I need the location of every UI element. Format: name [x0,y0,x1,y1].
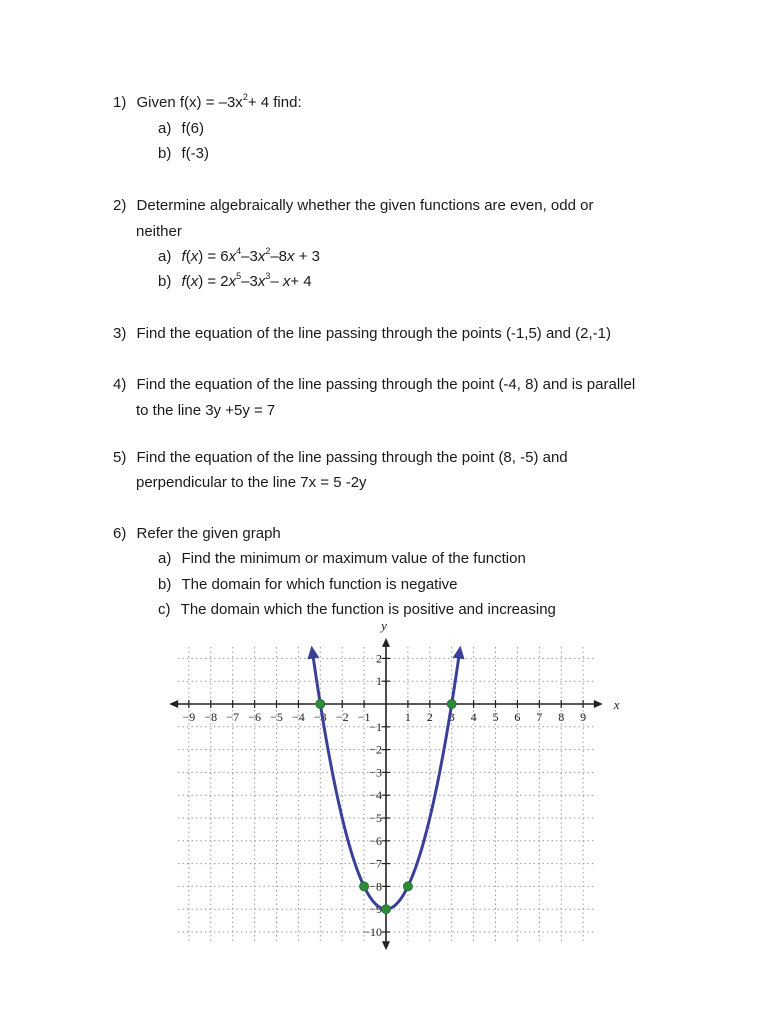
q2-number: 2) [113,197,127,214]
curve-arrowhead [307,646,319,660]
y-axis-label: y [381,617,387,633]
q2-b-label: b) [158,273,172,290]
x-tick-label: 5 [492,710,499,724]
q1-exponent: 2 [242,92,248,102]
y-axis-arrow-top [382,638,390,647]
q3-number: 3) [113,325,127,342]
q6-c-label: c) [158,601,171,618]
q1-b-label: b) [158,145,172,162]
q4-line2: to the line 3y +5y = 7 [136,402,276,419]
q5-line1: Find the equation of the line passing through the point (8, -5) and [136,449,568,466]
q2-line2: neither [136,223,182,240]
y-tick-label: −2 [369,742,382,757]
x-tick-label: −9 [182,710,196,724]
x-tick-label: −5 [270,710,283,724]
y-tick-label: 2 [376,651,382,666]
x-axis-arrow-right [594,700,603,708]
q2-a-expr: $f(x) = 6x^4-3x^2-8x + 3$ [181,246,320,265]
x-tick-label: 9 [580,710,587,724]
x-tick-label: −4 [292,710,305,724]
x-tick-label: 4 [470,710,477,724]
q1-number: 1) [113,94,127,111]
x-tick-label: −3 [313,710,327,724]
q6-b-label: b) [158,576,172,593]
graph-point [382,905,391,914]
y-tick-label: −1 [369,719,382,734]
y-tick-label: −8 [369,879,382,894]
x-tick-label: 7 [536,710,543,724]
graph-point [316,700,325,709]
graph-axes [169,618,620,950]
y-tick-label: −10 [363,925,382,939]
y-tick-label: −5 [369,811,382,825]
q2-line1: Determine algebraically whether the given functions are even, odd or [136,197,594,214]
q5-line2: perpendicular to the line 7x = 5 -2y [136,474,367,491]
y-tick-label: −3 [369,765,382,780]
q4-line1: Find the equation of the line passing through the point (-4, 8) and is parallel [136,376,636,393]
x-tick-label: −7 [226,710,240,724]
q6-a-text: Find the minimum or maximum value of the function [181,550,526,567]
q6-c-text: The domain which the function is positive and increasing [180,601,556,618]
y-tick-label: −9 [369,902,382,917]
y-tick-label: −4 [369,788,382,803]
q5-number: 5) [113,449,127,466]
x-tick-label: −2 [335,710,349,724]
x-tick-label: −1 [357,710,371,724]
y-tick-label: −7 [369,856,382,871]
x-axis-label: x [613,697,620,712]
x-tick-label: 8 [558,710,565,724]
q1-text-a: Given f(x) = –3x [136,94,243,111]
x-tick-label: 3 [448,710,455,724]
q6-b-text: The domain for which function is negative [181,576,458,593]
q6-text: Refer the given graph [136,525,281,542]
x-tick-label: 6 [514,710,521,724]
x-tick-label: −8 [204,710,218,724]
q6-number: 6) [113,525,127,542]
x-axis-arrow-left [169,700,178,708]
y-tick-label: 1 [376,674,382,689]
graph-point [360,882,369,891]
q2-a-label: a) [158,248,172,265]
x-tick-label: 1 [404,710,411,724]
graph-point [403,882,412,891]
graph-point [447,700,456,709]
q1-b-text: f(-3) [181,145,210,162]
q4-number: 4) [113,376,127,393]
q2-b-expr: $f(x) = 2x^5-3x^3-$ x+ 4 [181,271,312,290]
q1-text-b: + 4 find: [247,94,302,111]
q1-a-label: a) [158,120,172,137]
x-tick-label: 2 [426,710,433,724]
x-tick-label: −6 [248,710,261,724]
q1-a-text: f(6) [181,120,205,137]
curve-arrowhead [453,646,465,660]
q6-a-label: a) [158,550,172,567]
y-tick-label: −6 [369,833,382,848]
y-axis-arrow-bottom [382,941,390,950]
q3-text: Find the equation of the line passing through the points (-1,5) and (2,-1) [136,325,611,342]
